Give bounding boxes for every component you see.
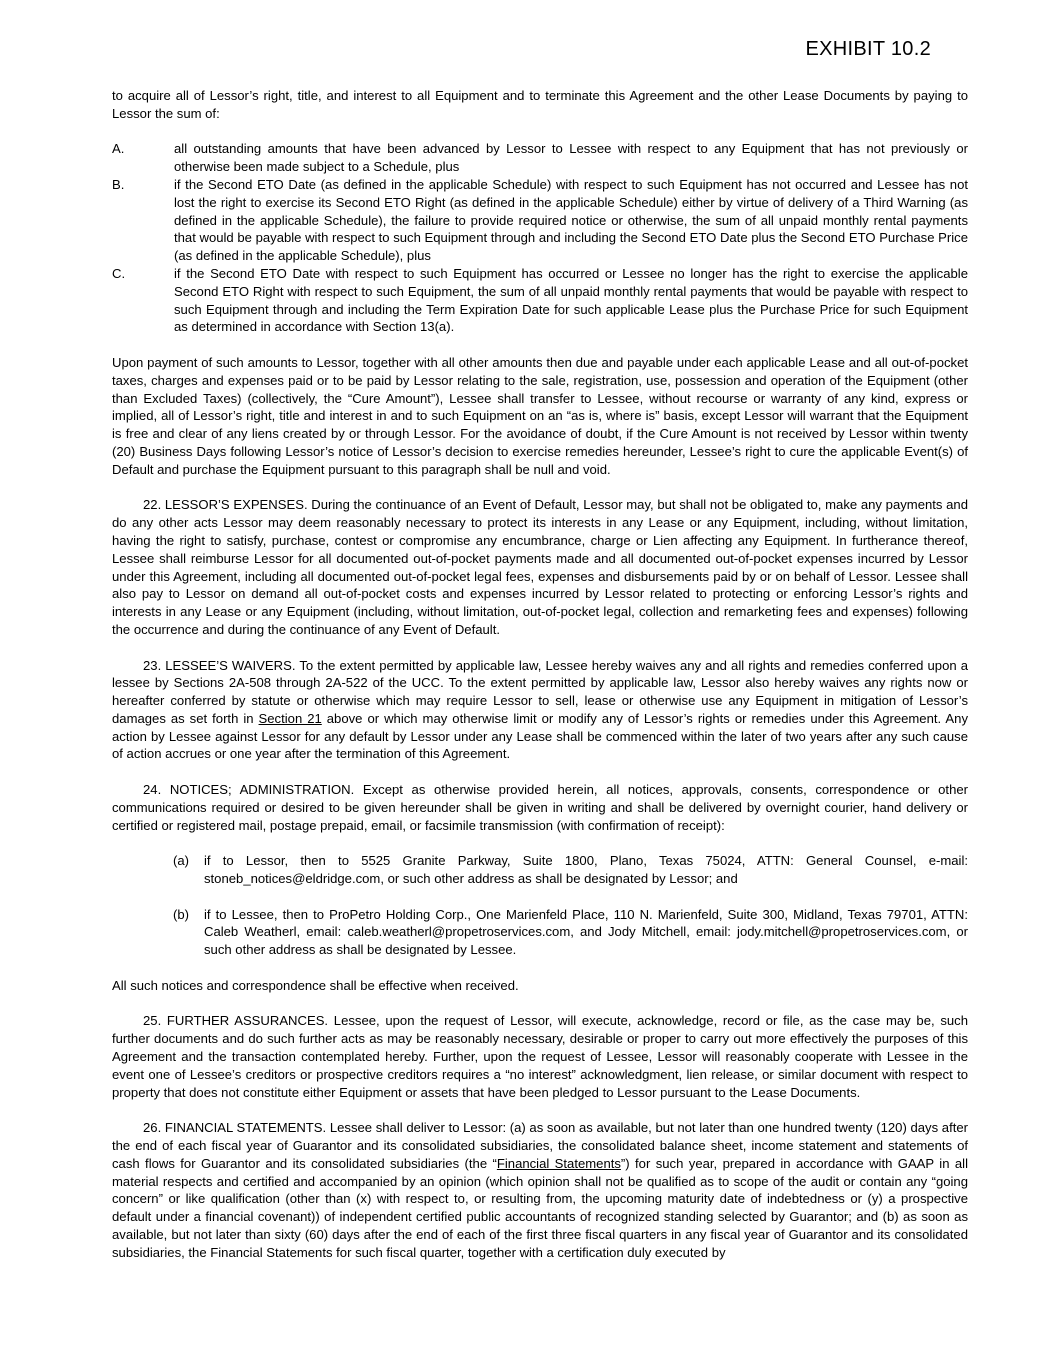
section-22-text: During the continuance of an Event of Default, Lessor may, but shall not be obligated to, make any payments and do any other acts Lessor may deem reasonably necessary to protect its interests in any Lease or any Equipment, including, without limitation, having the right to satisfy, purchase, contest or compromise any encumbrance, charge or Lien affecting any Equipment. In furtherance thereof, Lessee shall reimburse Lessor for all documented out-of-pocket payments made and all documented out-of-pocket expenses incurred by Lessor under this Agreement, including all documented out-of-pocket legal fees, expenses and disbursements paid by or on behalf of Lessor. Lessee shall also pay to Lessor on demand all out-of-pocket costs and expenses incurred by Lessor related to protecting or enforcing Lessor’s rights and interests in any Lease or any Equipment (including, without limitation, out-of-pocket legal, collection and remarketing fees and expenses) following the occurrence and during the continuance of any Event of Default. [112, 497, 968, 637]
list-item-text: if the Second ETO Date with respect to such Equipment has occurred or Lessee no longer has the right to exercise the applicable Second ETO Right with respect to such Equipment, the sum of all unpaid monthly rental payments that would be payable with respect to such Equipment through and including the Term Expiration Date for such applicable Lease plus the Purchase Price for such Equipment as determined in accordance with Section 13(a). [174, 265, 968, 335]
section-23-text-b: above or which may otherwise limit or modify any of Lessor’s rights or remedies under this Agreement. Any action by Lessee against Lessor for any default by Lessor under any Lease shall be commenced within the later of two years after any such cause of action accrues or one year after the termination of this Agreement. [112, 710, 968, 762]
list-item [112, 176, 968, 265]
document-body [112, 87, 968, 1262]
upon-payment-paragraph: Upon payment of such amounts to Lessor, together with all other amounts then due and payable under each applicable Lease and all out-of-pocket taxes, charges and expenses paid or to be paid by Lessor relating to the sale, registration, use, possession and operation of the Equipment (other than Excluded Taxes) (collectively, the “Cure Amount”), Lessee shall transfer to Lessee, without recourse or warranty of any kind, express or implied, all of Lessor’s right, title and interest in and to such Equipment on an “as is, where is” basis, except Lessor will warrant that the Equipment is free and clear of any liens created by or through Lessor. For the avoidance of doubt, if the Cure Amount is not received by Lessor within twenty (20) Business Days following Lessor’s notice of Lessor’s decision to exercise remedies hereunder, Lessee’s right to cure the applicable Event(s) of Default and purchase the Equipment pursuant to this paragraph shall be null and void. [112, 354, 968, 477]
list-item [112, 140, 968, 176]
section-22-heading: 22. LESSOR’S EXPENSES. [143, 497, 308, 513]
sub-item-text: if to Lessee, then to ProPetro Holding Corp., One Marienfeld Place, 110 N. Marienfeld, Suite 300, Midland, Texas 79701, ATTN: Caleb Weatherl, email: caleb.weatherl@propetroservices.com, and Jody Mitchell, email: jody.mitchell@propetroservices.com, or such other address as shall be designated by Lessee. [204, 906, 968, 958]
section-24-text: Except as otherwise provided herein, all notices, approvals, consents, correspondence or other communications required or desired to be given hereunder shall be given in writing and shall be delivered by overnight courier, hand delivery or certified or registered mail, postage prepaid, email, or facsimile transmission (with confirmation of receipt): [112, 782, 968, 833]
sub-item-label: (a) [173, 853, 190, 869]
section-26-text-b: ”) for such year, prepared in accordance with GAAP in all material respects and certified and accompanied by an opinion (which opinion shall not be qualified as to scope of the audit or contain any “going concern” or like qualification (other than (x) with respect to, or resulting from, the upcoming maturity date of indebtedness or (y) a prospective default under a financial covenant)) of independent certified public accountants of recognized standing selected by Guarantor; and (b) as soon as available, but not later than sixty (60) days after the end of each of the first three fiscal quarters in any fiscal year of Guarantor and its consolidated subsidiaries, the Financial Statements for such fiscal quarter, together with a certification duly executed by [112, 1155, 969, 1260]
section-26-text-a: Lessee shall deliver to Lessor: (a) as soon as available, but not later than one hundred twenty (120) days after the end of each fiscal year of Guarantor and its consolidated subsidiaries, the consolidated balance sheet, income statement and statements of cash flows for Guarantor and its consolidated subsidiaries (the “ [112, 1120, 968, 1171]
section-21-reference: Section 21 [258, 710, 322, 726]
section-23-text-a: To the extent permitted by applicable law, Lessee hereby waives any and all rights and remedies conferred upon a lessee by Sections 2A-508 through 2A-522 of the UCC. To the extent permitted by applicable law, Lessor also hereby waives any rights now or hereafter conferred by statute or otherwise which may require Lessor to sell, lease or otherwise use any Equipment in mitigation of Lessor’s damages as set forth in [112, 657, 968, 726]
financial-statements-term: Financial Statements [496, 1155, 621, 1171]
section-26 [112, 1119, 968, 1261]
section-25-heading: 25. FURTHER ASSURANCES. [143, 1013, 329, 1029]
list-item-label: A. [112, 141, 125, 157]
notice-address-lessee [173, 906, 968, 959]
section-23-heading: 23. LESSEE’S WAIVERS. [143, 657, 296, 673]
section-26-heading: 26. FINANCIAL STATEMENTS. [143, 1120, 327, 1136]
section-25 [112, 1012, 968, 1101]
list-item-text: if the Second ETO Date (as defined in the applicable Schedule) with respect to such Equipment has not occurred and Lessee has not lost the right to exercise its Second ETO Right (as defined in the applicable Schedule) either by virtue of delivery of a Third Warning (as defined in the applicable Schedule), the failure to provide required notice or otherwise, the sum of all unpaid monthly rental payments that would be payable with respect to such Equipment through and including the Second ETO Date plus the Second ETO Purchase Price (as defined in the applicable Schedule), plus [174, 176, 968, 264]
intro-paragraph: to acquire all of Lessor’s right, title, and interest to all Equipment and to terminate this Agreement and the other Lease Documents by paying to Lessor the sum of: [112, 88, 968, 121]
notices-closing: All such notices and correspondence shall be effective when received. [112, 977, 519, 993]
list-item [112, 265, 968, 336]
notice-address-lessor [173, 852, 968, 888]
sub-item-text: if to Lessor, then to 5525 Granite Parkway, Suite 1800, Plano, Texas 75024, ATTN: General Counsel, e-mail: stoneb_notices@eldridge.com, or such other address as shall be designated by Lessor; and [204, 853, 968, 887]
exhibit-label: EXHIBIT 10.2 [805, 38, 931, 60]
section-24-heading: 24. NOTICES; ADMINISTRATION. [143, 782, 355, 798]
section-23 [112, 657, 968, 764]
payment-list [112, 140, 968, 336]
sub-item-label: (b) [173, 906, 190, 922]
section-22 [112, 496, 968, 638]
list-item-label: B. [112, 176, 125, 192]
list-item-label: C. [112, 265, 126, 281]
section-25-text: Lessee, upon the request of Lessor, will execute, acknowledge, record or file, as the case may be, such further documents and do such further acts as may be reasonably necessary, desirable or proper to carry out more effectively the purposes of this Agreement and the transaction contemplated hereby. Further, upon the request of Lessee, Lessor will reasonably cooperate with Lessee in the event one of Lessee’s creditors or prospective creditors requires a “no interest” acknowledgment, lien release, or similar document with respect to property that does not constitute either Equipment or assets that have been pledged to Lessor pursuant to the Lease Documents. [112, 1013, 968, 1100]
section-24 [112, 781, 968, 834]
list-item-text: all outstanding amounts that have been advanced by Lessor to Lessee with respect to any Equipment that has not previously or otherwise been made subject to a Schedule, plus [174, 141, 968, 175]
